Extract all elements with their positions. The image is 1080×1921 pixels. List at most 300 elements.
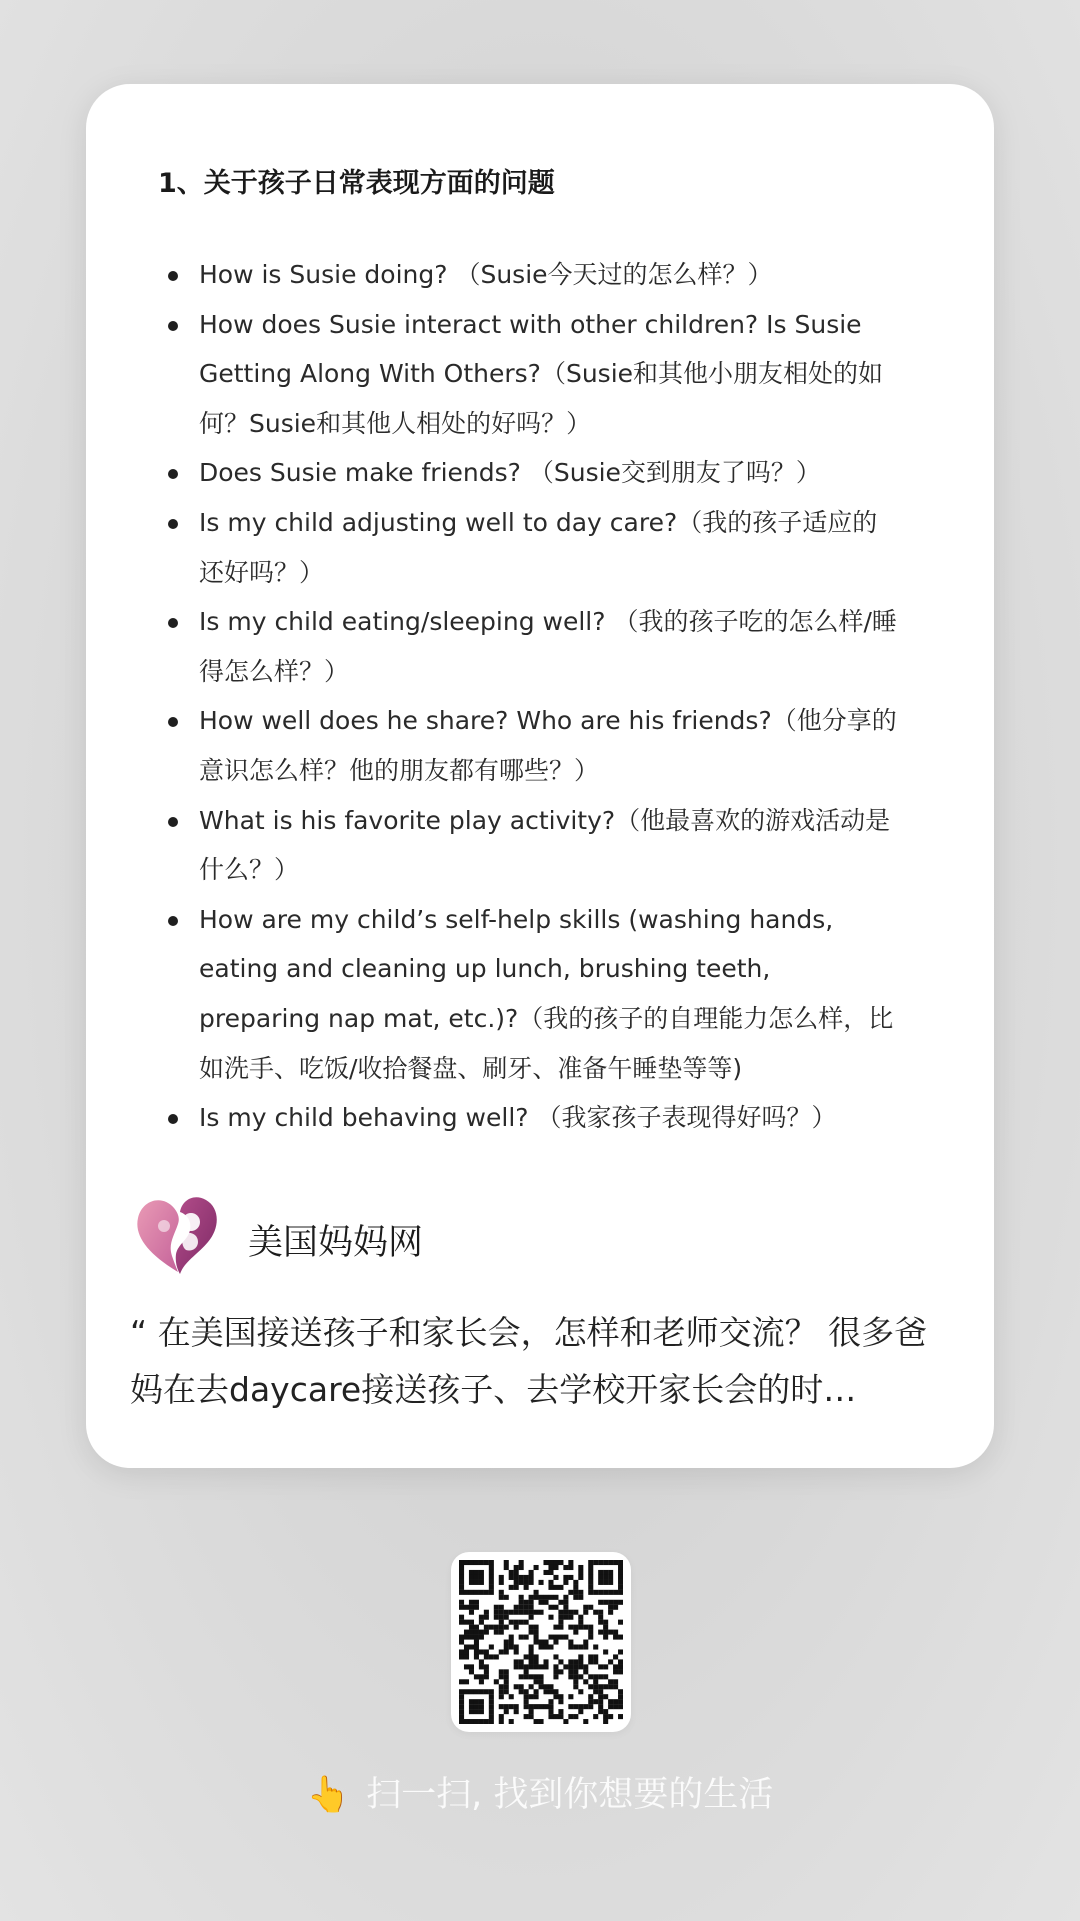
qr-module (583, 1605, 588, 1610)
qr-module (474, 1704, 479, 1709)
qr-module (499, 1575, 504, 1580)
qr-module (618, 1565, 623, 1570)
qr-module (499, 1704, 504, 1709)
qr-module (539, 1580, 544, 1585)
qr-module (479, 1664, 484, 1669)
qr-module (553, 1595, 558, 1600)
qr-module (529, 1644, 534, 1649)
qr-module (479, 1560, 484, 1565)
qr-module (534, 1635, 539, 1640)
qr-module (608, 1714, 613, 1719)
qr-module (588, 1580, 593, 1585)
qr-module (489, 1709, 494, 1714)
qr-module (548, 1684, 553, 1689)
qr-module (464, 1590, 469, 1595)
list-item (199, 498, 899, 597)
qr-module (509, 1640, 514, 1645)
qr-module (474, 1719, 479, 1724)
qr-module (479, 1590, 484, 1595)
qr-module (464, 1620, 469, 1625)
qr-module (553, 1625, 558, 1630)
qr-module (519, 1580, 524, 1585)
qr-module (474, 1630, 479, 1635)
qr-module (464, 1664, 469, 1669)
qr-module (474, 1699, 479, 1704)
qr-module (553, 1664, 558, 1669)
qr-module (469, 1600, 474, 1605)
qr-module (534, 1659, 539, 1664)
qr-module (598, 1560, 603, 1565)
qr-module (593, 1610, 598, 1615)
qr-module (598, 1620, 603, 1625)
qr-module (553, 1654, 558, 1659)
qr-module (524, 1674, 529, 1679)
brand-name: 美国妈妈网 (248, 1223, 424, 1263)
qr-module (519, 1560, 524, 1565)
share-card[interactable] (86, 84, 994, 1468)
qr-module (514, 1565, 519, 1570)
qr-module (529, 1615, 534, 1620)
qr-module (563, 1595, 568, 1600)
qr-module (479, 1615, 484, 1620)
qr-module (494, 1605, 499, 1610)
qr-module (529, 1704, 534, 1709)
qr-module (529, 1580, 534, 1585)
qr-module (489, 1565, 494, 1570)
qr-module (603, 1709, 608, 1714)
qr-module (593, 1684, 598, 1689)
qr-module (499, 1684, 504, 1689)
list-item (199, 448, 899, 498)
qr-module (578, 1704, 583, 1709)
qr-module (613, 1669, 618, 1674)
qr-module (598, 1699, 603, 1704)
scan-prompt (0, 1770, 1080, 1820)
qr-module (608, 1590, 613, 1595)
qr-module (618, 1570, 623, 1575)
qr-module (524, 1714, 529, 1719)
qr-module (504, 1689, 509, 1694)
qr-module (484, 1664, 489, 1669)
qr-module (529, 1684, 534, 1689)
qr-module (583, 1719, 588, 1724)
qr-module (618, 1704, 623, 1709)
qr-module (578, 1615, 583, 1620)
qr-module (573, 1580, 578, 1585)
qr-module (578, 1644, 583, 1649)
qr-module (553, 1560, 558, 1565)
bullet-icon (168, 1114, 178, 1124)
bullet-icon (168, 916, 178, 926)
list-item (199, 597, 899, 696)
qr-module (603, 1590, 608, 1595)
qr-module (534, 1640, 539, 1645)
qr-module (464, 1689, 469, 1694)
qr-module (529, 1570, 534, 1575)
mother-child-heart-logo-icon (128, 1184, 228, 1284)
qr-module (514, 1664, 519, 1669)
qr-module (613, 1684, 618, 1689)
qr-module (598, 1694, 603, 1699)
qr-module (469, 1630, 474, 1635)
qr-module (598, 1580, 603, 1585)
qr-module (479, 1575, 484, 1580)
qr-module (524, 1704, 529, 1709)
qr-module (529, 1664, 534, 1669)
qr-module (529, 1605, 534, 1610)
qr-module (459, 1654, 464, 1659)
qr-module (504, 1704, 509, 1709)
qr-module (474, 1635, 479, 1640)
qr-module (529, 1654, 534, 1659)
qr-module (484, 1674, 489, 1679)
qr-module (504, 1709, 509, 1714)
qr-module (583, 1664, 588, 1669)
qr-module (534, 1565, 539, 1570)
qr-module (524, 1610, 529, 1615)
qr-module (583, 1640, 588, 1645)
qr-module (494, 1615, 499, 1620)
qr-module (514, 1585, 519, 1590)
qr-module (494, 1679, 499, 1684)
qr-module (534, 1719, 539, 1724)
qr-module (573, 1674, 578, 1679)
qr-module (499, 1620, 504, 1625)
qr-module (593, 1674, 598, 1679)
qr-module (583, 1704, 588, 1709)
qr-module (558, 1635, 563, 1640)
bullet-icon (168, 519, 178, 529)
qr-module (534, 1689, 539, 1694)
qr-module (504, 1565, 509, 1570)
qr-module (484, 1669, 489, 1674)
qr-module (469, 1605, 474, 1610)
qr-module (603, 1560, 608, 1565)
pointing-hand-icon: 👆 (306, 1775, 351, 1815)
qr-module (603, 1664, 608, 1669)
qr-module (613, 1605, 618, 1610)
qr-module (504, 1595, 509, 1600)
qr-module (469, 1669, 474, 1674)
qr-module (568, 1575, 573, 1580)
qr-module (593, 1699, 598, 1704)
bullet-icon (168, 717, 178, 727)
qr-module (553, 1674, 558, 1679)
qr-module (588, 1605, 593, 1610)
brand-row[interactable] (128, 1184, 828, 1294)
qr-module (524, 1585, 529, 1590)
qr-module (459, 1719, 464, 1724)
qr-module (573, 1679, 578, 1684)
qr-module (504, 1640, 509, 1645)
qr-module (568, 1590, 573, 1595)
question-text: How is Susie doing? （Susie今天过的怎么样？） (199, 260, 773, 289)
qr-module (618, 1590, 623, 1595)
qr-module (578, 1674, 583, 1679)
qr-module (484, 1630, 489, 1635)
qr-module (484, 1615, 489, 1620)
qr-module (504, 1615, 509, 1620)
qr-module (598, 1575, 603, 1580)
qr-module (568, 1659, 573, 1664)
qr-module (474, 1600, 479, 1605)
qr-module (608, 1605, 613, 1610)
qr-module (598, 1615, 603, 1620)
qr-module (534, 1610, 539, 1615)
qr-module (494, 1630, 499, 1635)
qr-module (534, 1694, 539, 1699)
qr-module (459, 1560, 464, 1565)
qr-module (543, 1570, 548, 1575)
qr-module (474, 1575, 479, 1580)
qr-module (499, 1714, 504, 1719)
qr-module (548, 1565, 553, 1570)
qr-module (499, 1605, 504, 1610)
qr-module (573, 1684, 578, 1689)
qr-module (568, 1644, 573, 1649)
qr-module (548, 1704, 553, 1709)
qr-module (618, 1585, 623, 1590)
qr-module (593, 1659, 598, 1664)
qr-module (568, 1669, 573, 1674)
qr-module (578, 1625, 583, 1630)
list-item (199, 895, 899, 1093)
qr-module (573, 1714, 578, 1719)
qr-module (563, 1635, 568, 1640)
section-title: 1、关于孩子日常表现方面的问题 (158, 168, 555, 199)
qr-module (553, 1640, 558, 1645)
qr-module (548, 1595, 553, 1600)
qr-module (558, 1600, 563, 1605)
qr-module (588, 1625, 593, 1630)
bullet-icon (168, 321, 178, 331)
qr-module (608, 1610, 613, 1615)
qr-module (519, 1620, 524, 1625)
qr-module (534, 1704, 539, 1709)
qr-module (529, 1694, 534, 1699)
qr-module (588, 1654, 593, 1659)
qr-module (568, 1615, 573, 1620)
qr-module (464, 1605, 469, 1610)
qr-module (573, 1664, 578, 1669)
qr-module (608, 1679, 613, 1684)
qr-module (489, 1590, 494, 1595)
qr-module (578, 1664, 583, 1669)
qr-module (524, 1600, 529, 1605)
qr-module (499, 1689, 504, 1694)
qr-module (459, 1575, 464, 1580)
qr-module (499, 1694, 504, 1699)
qr-module (524, 1699, 529, 1704)
qr-module (553, 1694, 558, 1699)
qr-module (469, 1580, 474, 1585)
qr-module (474, 1570, 479, 1575)
qr-module (489, 1704, 494, 1709)
qr-module (474, 1625, 479, 1630)
qr-module (588, 1635, 593, 1640)
qr-module (573, 1610, 578, 1615)
qr-module (469, 1575, 474, 1580)
qr-module (598, 1610, 603, 1615)
qr-module (598, 1674, 603, 1679)
qr-module (514, 1625, 519, 1630)
qr-module (543, 1704, 548, 1709)
qr-module (504, 1644, 509, 1649)
qr-module (469, 1704, 474, 1709)
qr-module (618, 1699, 623, 1704)
qr-module (459, 1679, 464, 1684)
qr-module (598, 1664, 603, 1669)
qr-module (618, 1620, 623, 1625)
qr-module (613, 1635, 618, 1640)
qr-module (548, 1615, 553, 1620)
qr-module (603, 1575, 608, 1580)
qr-module (558, 1709, 563, 1714)
qr-module (543, 1689, 548, 1694)
qr-module (524, 1689, 529, 1694)
question-text: How well does he share? Who are his friends?（他分享的意识怎么样？他的朋友都有哪些？） (199, 706, 897, 785)
qr-module (459, 1565, 464, 1570)
qr-module (608, 1575, 613, 1580)
qr-module (563, 1605, 568, 1610)
qr-module (479, 1635, 484, 1640)
qr-module (469, 1635, 474, 1640)
qr-module (608, 1630, 613, 1635)
qr-module (588, 1565, 593, 1570)
qr-module (563, 1610, 568, 1615)
qr-module (499, 1630, 504, 1635)
qr-module (558, 1615, 563, 1620)
qr-module (524, 1580, 529, 1585)
qr-module (613, 1704, 618, 1709)
qr-module (553, 1575, 558, 1580)
qr-module (588, 1590, 593, 1595)
question-text: Is my child eating/sleeping well? （我的孩子吃的怎么样/睡得怎么样？） (199, 607, 897, 686)
qr-module (469, 1625, 474, 1630)
qr-module (558, 1610, 563, 1615)
qr-module (479, 1704, 484, 1709)
qr-module (558, 1659, 563, 1664)
qr-module (539, 1644, 544, 1649)
qr-module (573, 1704, 578, 1709)
list-item (199, 696, 899, 795)
qr-module (479, 1689, 484, 1694)
qr-module (514, 1620, 519, 1625)
qr-module (588, 1659, 593, 1664)
qr-module (504, 1674, 509, 1679)
qr-module (459, 1605, 464, 1610)
qr-module (509, 1694, 514, 1699)
qr-module (583, 1610, 588, 1615)
qr-module (474, 1654, 479, 1659)
qr-module (514, 1649, 519, 1654)
qr-module (608, 1699, 613, 1704)
qr-code[interactable] (451, 1552, 631, 1732)
qr-module (583, 1679, 588, 1684)
qr-module (588, 1560, 593, 1565)
qr-module (618, 1669, 623, 1674)
qr-module (464, 1654, 469, 1659)
qr-module (618, 1560, 623, 1565)
qr-module (553, 1565, 558, 1570)
qr-module (509, 1610, 514, 1615)
qr-module (514, 1575, 519, 1580)
qr-module (479, 1620, 484, 1625)
qr-module (459, 1649, 464, 1654)
qr-module (479, 1570, 484, 1575)
qr-module (529, 1714, 534, 1719)
qr-module (489, 1654, 494, 1659)
qr-module (464, 1560, 469, 1565)
qr-module (553, 1714, 558, 1719)
qr-module (469, 1560, 474, 1565)
qr-module (613, 1679, 618, 1684)
qr-module (474, 1674, 479, 1679)
qr-module (568, 1674, 573, 1679)
qr-module (593, 1679, 598, 1684)
qr-module (598, 1684, 603, 1689)
qr-module (568, 1560, 573, 1565)
qr-module (504, 1649, 509, 1654)
qr-module (504, 1669, 509, 1674)
qr-module (524, 1694, 529, 1699)
qr-module (529, 1595, 534, 1600)
question-text: Does Susie make friends? （Susie交到朋友了吗？） (199, 458, 821, 488)
qr-module (543, 1640, 548, 1645)
qr-module (514, 1659, 519, 1664)
qr-module (499, 1625, 504, 1630)
qr-module (489, 1689, 494, 1694)
qr-module (588, 1585, 593, 1590)
qr-module (613, 1560, 618, 1565)
qr-module (543, 1684, 548, 1689)
qr-module (613, 1630, 618, 1635)
qr-module (489, 1560, 494, 1565)
qr-module (524, 1605, 529, 1610)
qr-module (484, 1590, 489, 1595)
qr-module (618, 1580, 623, 1585)
qr-module (563, 1580, 568, 1585)
qr-module (499, 1674, 504, 1679)
qr-module (598, 1709, 603, 1714)
qr-module (474, 1640, 479, 1645)
qr-module (553, 1669, 558, 1674)
question-list (199, 250, 899, 1143)
qr-module (548, 1560, 553, 1565)
qr-module (539, 1704, 544, 1709)
qr-module (489, 1585, 494, 1590)
qr-module (459, 1709, 464, 1714)
qr-module (459, 1635, 464, 1640)
article-excerpt: “ 在美国接送孩子和家长会，怎样和老师交流？ 很多爸妈在去daycare接送孩子、去学校开家长会的时… (130, 1313, 928, 1409)
qr-module (603, 1630, 608, 1635)
qr-module (534, 1674, 539, 1679)
qr-module (618, 1600, 623, 1605)
qr-module (469, 1664, 474, 1669)
qr-module (489, 1719, 494, 1724)
qr-module (504, 1560, 509, 1565)
question-text: How does Susie interact with other children? Is Susie Getting Along With Others?（Susie和其他小朋友相处的如何？Susie和其他人相处的好吗？） (199, 309, 884, 438)
qr-module (539, 1600, 544, 1605)
qr-module (474, 1644, 479, 1649)
qr-module (459, 1590, 464, 1595)
qr-module (548, 1644, 553, 1649)
qr-module (603, 1714, 608, 1719)
qr-module (563, 1719, 568, 1724)
qr-module (598, 1570, 603, 1575)
qr-module (548, 1635, 553, 1640)
qr-module (588, 1704, 593, 1709)
